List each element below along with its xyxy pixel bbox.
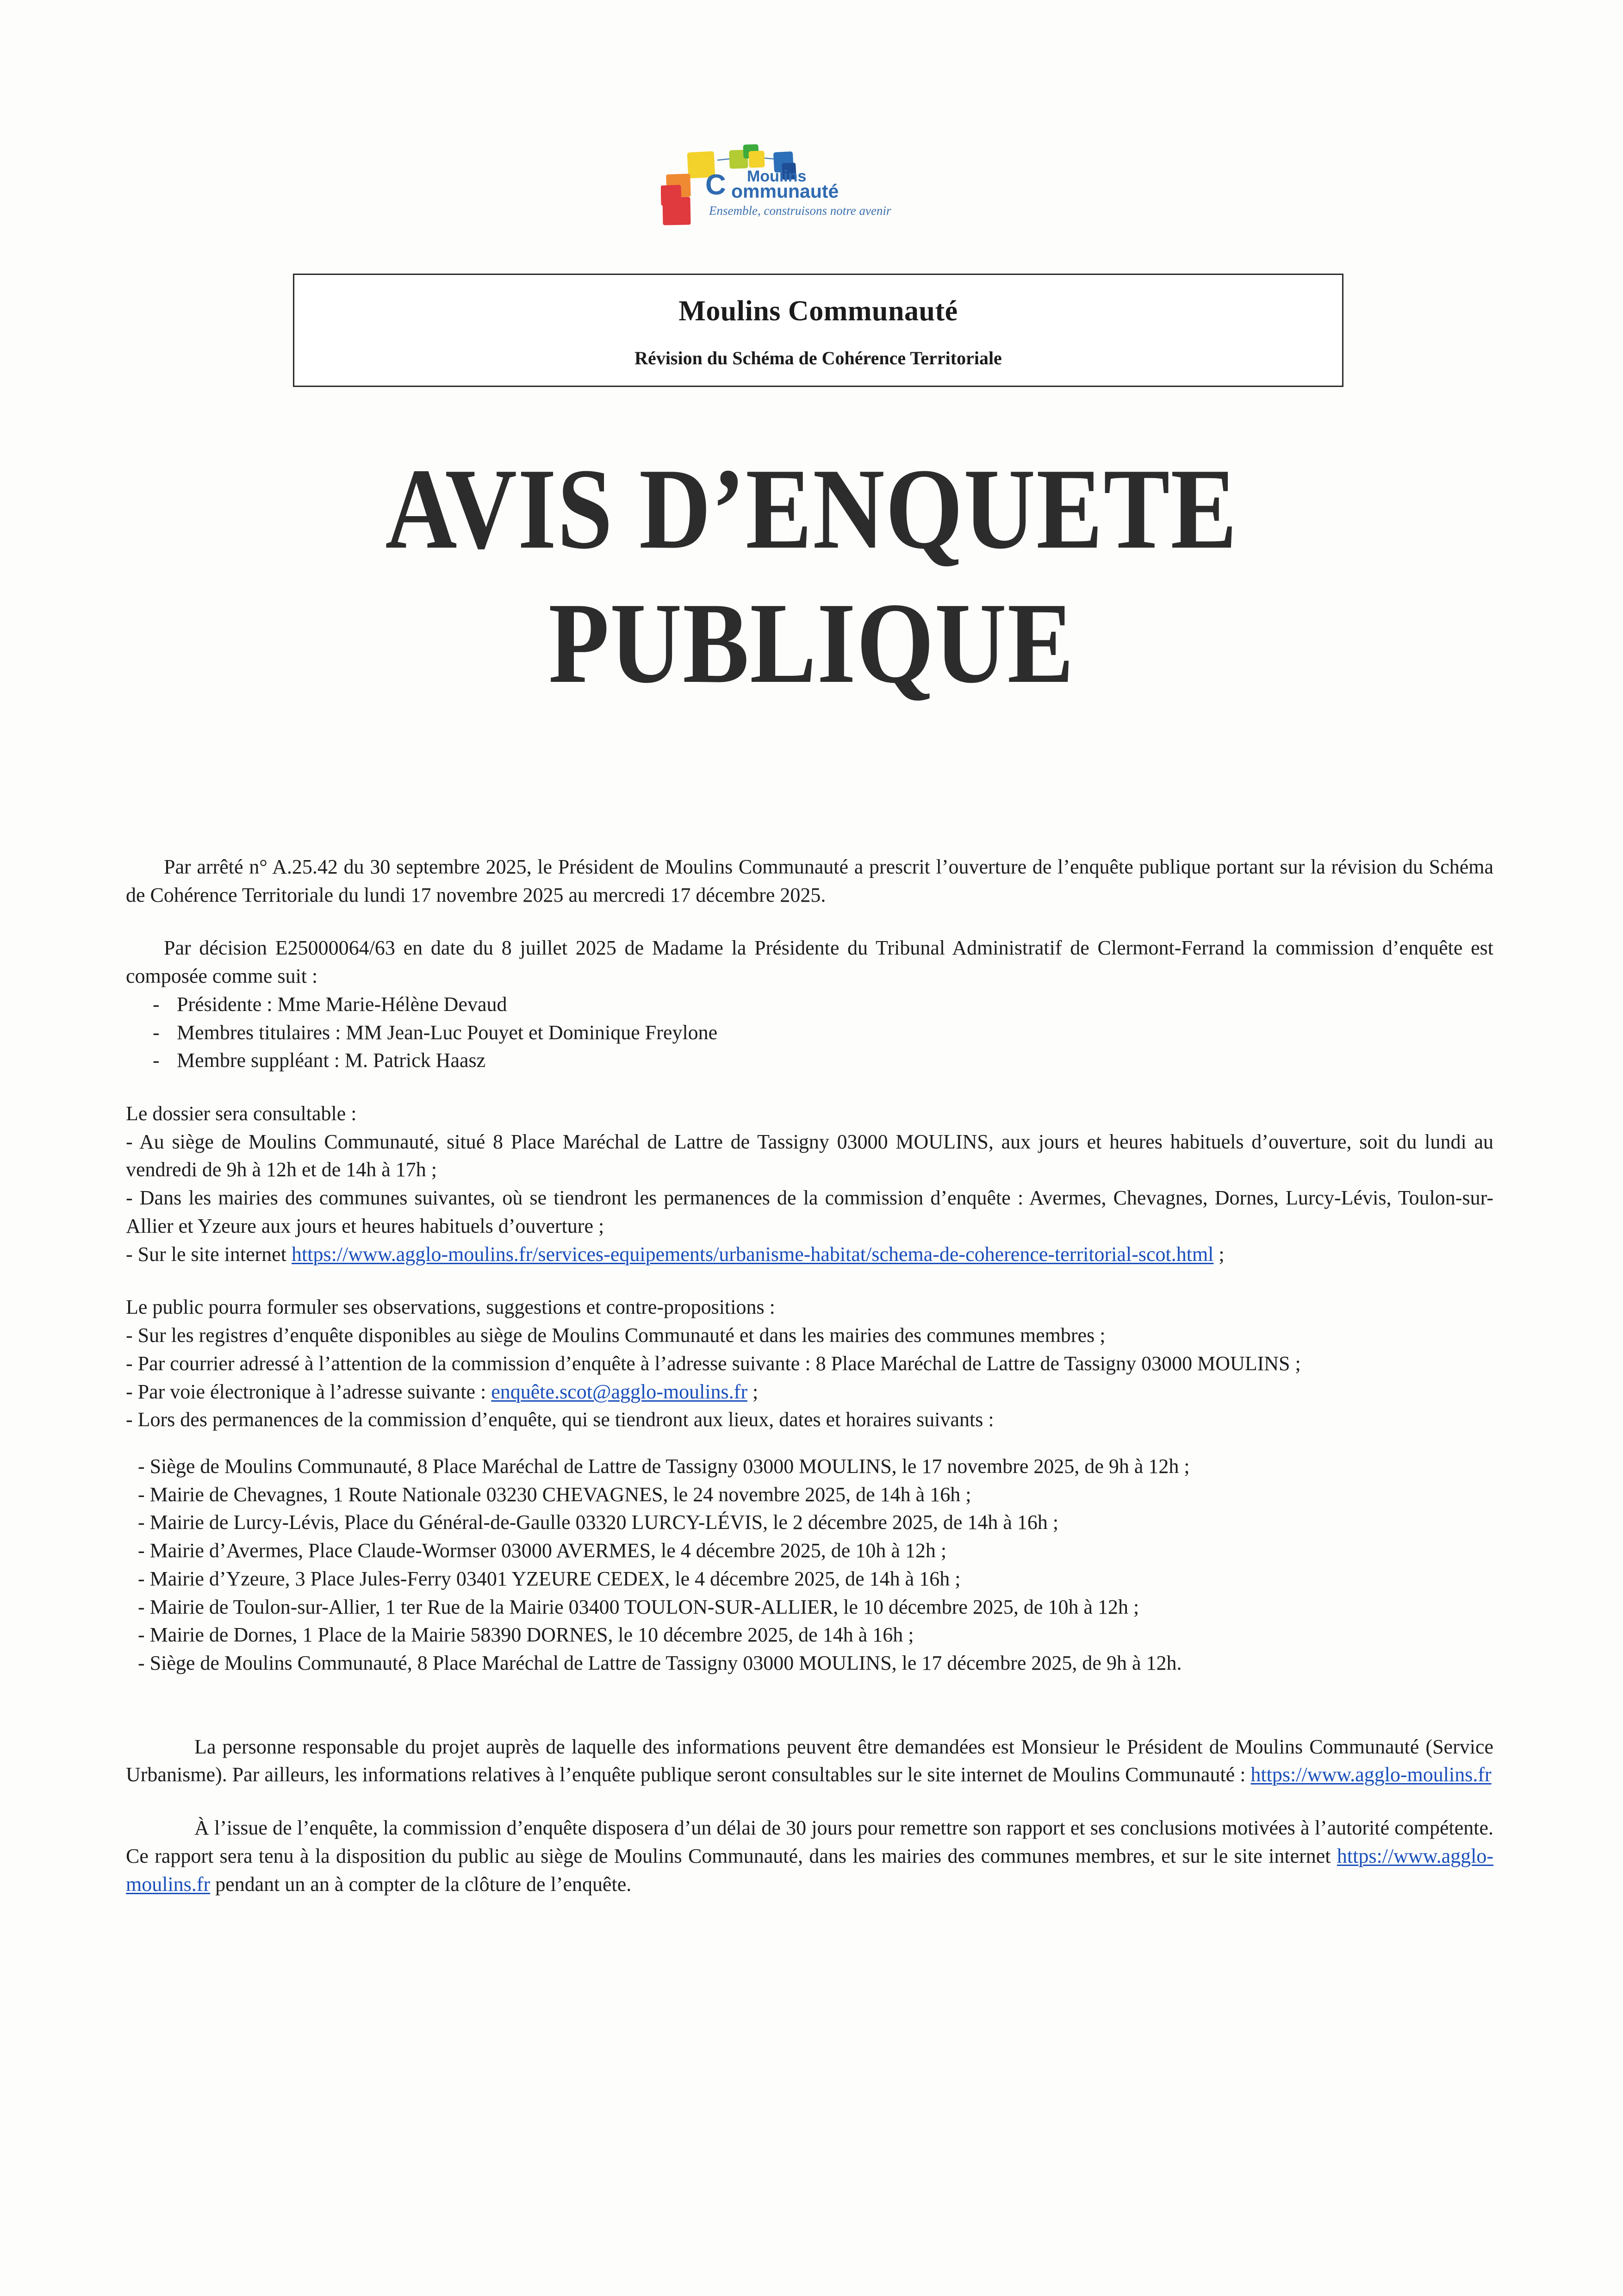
list-item <box>126 991 1493 1019</box>
dash-bullet-icon: - <box>153 1049 160 1072</box>
paragraph-responsable <box>126 1733 1493 1789</box>
list-item: - Dans les mairies des communes suivantes, où se tiendront les permanences de la commission d’enquête : Avermes, Chevagnes, Dornes, Lurcy-Lévis, Toulon-sur-Allier et Yzeure aux jours et heures habituels d’ouverture ; <box>126 1186 1493 1237</box>
table-row: - Siège de Moulins Communauté, 8 Place Maréchal de Lattre de Tassigny 03000 MOULINS, le 17 décembre 2025, de 9h à 12h. <box>138 1651 1182 1674</box>
permanences-list <box>126 1453 1493 1678</box>
list-item <box>126 1241 1493 1269</box>
observations-items-list <box>126 1322 1493 1434</box>
page-title <box>113 442 1509 711</box>
organisation-name: Moulins Communauté <box>678 295 958 327</box>
logo-graphic <box>661 139 957 227</box>
observations-intro: Le public pourra formuler ses observations, suggestions et contre-propositions : <box>126 1296 775 1319</box>
page-title-line-1: AVIS D’ENQUETE <box>385 445 1238 573</box>
enquete-email-link[interactable]: enquête.scot@agglo-moulins.fr <box>491 1380 747 1403</box>
table-row: - Mairie de Dornes, 1 Place de la Mairie 58390 DORNES, le 10 décembre 2025, de 14h à 16h ; <box>138 1623 914 1647</box>
commission-member-0: Présidente : Mme Marie-Hélène Devaud <box>177 992 507 1016</box>
document-body <box>126 853 1493 1898</box>
table-row: - Mairie d’Avermes, Place Claude-Wormser 03000 AVERMES, le 4 décembre 2025, de 10h à 12h ; <box>138 1539 947 1562</box>
document-subtitle: Révision du Schéma de Cohérence Territoriale <box>634 347 1002 368</box>
email-prefix: - Par voie électronique à l’adresse suivante : <box>126 1380 491 1403</box>
list-item: - Par courrier adressé à l’attention de la commission d’enquête à l’adresse suivante : 8 Place Maréchal de Lattre de Tassigny 03000 MOULINS ; <box>126 1352 1301 1375</box>
dash-bullet-icon: - <box>153 992 160 1016</box>
table-row: - Mairie de Lurcy-Lévis, Place du Général-de-Gaulle 03320 LURCY-LÉVIS, le 2 décembre 2025, de 14h à 16h ; <box>138 1511 1059 1534</box>
list-item: - Sur les registres d’enquête disponibles au siège de Moulins Communauté et dans les mairies des communes membres ; <box>126 1324 1106 1347</box>
list-item: - Au siège de Moulins Communauté, situé 8 Place Maréchal de Lattre de Tassigny 03000 MOULINS, aux jours et heures habituels d’ouverture, soit du lundi au vendredi de 9h à 12h et de 14h à 17h ; <box>126 1130 1493 1181</box>
issue-text-prefix: À l’issue de l’enquête, la commission d’enquête disposera d’un délai de 30 jours pour remettre son rapport et ses conclusions motivées à l’autorité compétente. Ce rapport sera tenu à la disposition du public au siège de Moulins Communauté, dans les mairies des communes membres, et sur le site internet <box>126 1816 1493 1867</box>
agglo-moulins-link-1[interactable]: https://www.agglo-moulins.fr <box>1250 1763 1492 1786</box>
dossier-items-list <box>126 1128 1493 1269</box>
svg-text:Moulins: Moulins <box>747 168 807 185</box>
table-row: - Mairie d’Yzeure, 3 Place Jules-Ferry 03401 YZEURE CEDEX, le 4 décembre 2025, de 14h à 16h ; <box>138 1567 961 1590</box>
list-item: - Lors des permanences de la commission d’enquête, qui se tiendront aux lieux, dates et horaires suivants : <box>126 1408 994 1431</box>
svg-text:Ensemble, construisons notre a: Ensemble, construisons notre avenir <box>709 204 891 218</box>
page-title-line-2: PUBLIQUE <box>548 579 1075 707</box>
responsable-text: La personne responsable du projet auprès de laquelle des informations peuvent être demandées est Monsieur le Président de Moulins Communauté (Service Urbanisme). Par ailleurs, les informations relatives à l’enquête publique seront consultables sur le site internet de Moulins Communauté : <box>126 1735 1493 1786</box>
email-suffix: ; <box>747 1380 759 1403</box>
issue-text-suffix: pendant un an à compter de la clôture de l’enquête. <box>210 1872 632 1896</box>
table-row: - Mairie de Toulon-sur-Allier, 1 ter Rue de la Mairie 03400 TOULON-SUR-ALLIER, le 10 décembre 2025, de 10h à 12h ; <box>138 1595 1139 1618</box>
organisation-title-box <box>293 274 1343 387</box>
svg-text:C: C <box>705 169 726 201</box>
agglo-moulins-link-2[interactable]: https://www.agglo-moulins.fr <box>126 1844 1493 1896</box>
dossier-site-prefix: - Sur le site internet <box>126 1242 292 1266</box>
table-row: - Siège de Moulins Communauté, 8 Place Maréchal de Lattre de Tassigny 03000 MOULINS, le 17 novembre 2025, de 9h à 12h ; <box>138 1454 1190 1478</box>
paragraph-issue <box>126 1814 1493 1898</box>
dossier-site-suffix: ; <box>1213 1242 1225 1266</box>
paragraph-decision: Par décision E25000064/63 en date du 8 juillet 2025 de Madame la Présidente du Tribunal Administratif de Clermont-Ferrand la commission d’enquête est composée comme suit : <box>126 936 1493 988</box>
dossier-intro: Le dossier sera consultable : <box>126 1102 357 1125</box>
commission-members-list <box>126 991 1493 1075</box>
svg-text:ommunauté: ommunauté <box>731 181 839 202</box>
moulins-communaute-logo <box>661 139 957 227</box>
scot-dossier-link[interactable]: https://www.agglo-moulins.fr/services-equipements/urbanisme-habitat/schema-de-coherence-territorial-scot.html <box>292 1242 1214 1266</box>
table-row: - Mairie de Chevagnes, 1 Route Nationale 03230 CHEVAGNES, le 24 novembre 2025, de 14h à 16h ; <box>138 1483 971 1506</box>
commission-member-2: Membre suppléant : M. Patrick Haasz <box>177 1049 486 1072</box>
paragraph-arrete: Par arrêté n° A.25.42 du 30 septembre 2025, le Président de Moulins Communauté a prescrit l’ouverture de l’enquête publique portant sur la révision du Schéma de Cohérence Territoriale du lundi 17 novembre 2025 au mercredi 17 décembre 2025. <box>126 855 1493 906</box>
list-item <box>126 1047 1493 1075</box>
list-item <box>126 1378 1493 1406</box>
dash-bullet-icon: - <box>153 1021 160 1044</box>
list-item <box>126 1019 1493 1047</box>
commission-member-1: Membres titulaires : MM Jean-Luc Pouyet et Dominique Freylone <box>177 1021 718 1044</box>
